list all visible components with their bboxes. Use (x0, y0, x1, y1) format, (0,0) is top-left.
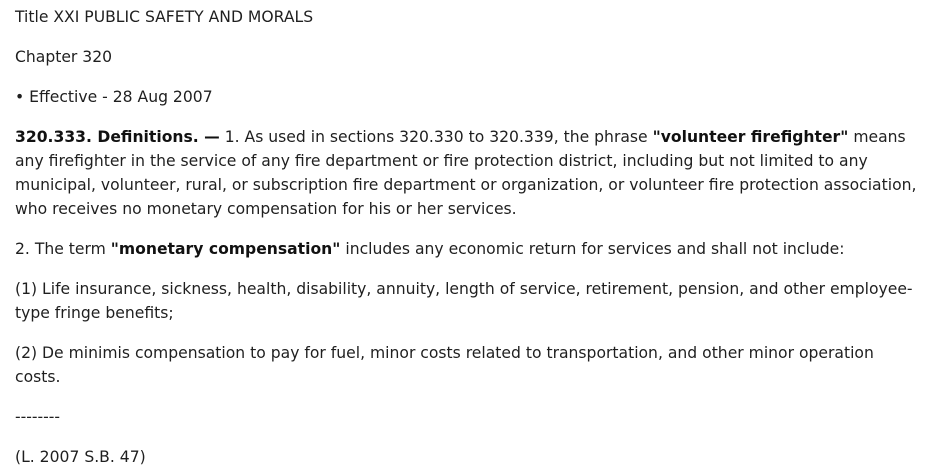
paragraph-2-part-2: includes any economic return for services and shall not include: (340, 240, 845, 258)
section-text-part-2: means any firefighter in the service of any fire department or fire protection district, including but not limited to any municipal, volunteer, rural, or subscription fire department or organization, or volunteer fire protection association, who receives no monetary compensation for his or her services. (15, 128, 917, 218)
title-line: Title XXI PUBLIC SAFETY AND MORALS (15, 8, 314, 26)
list-item-1: (1) Life insurance, sickness, health, disability, annuity, length of service, retirement, pension, and other employee-type fringe benefits; (15, 280, 913, 322)
paragraph-2-part-1: 2. The term (15, 240, 111, 258)
section-definitions-paragraph (15, 125, 924, 221)
defined-term-monetary-compensation: "monetary compensation" (110, 240, 341, 258)
section-text-part-1: 1. As used in sections 320.330 to 320.339, the phrase (219, 128, 653, 146)
separator-line: -------- (15, 408, 61, 426)
defined-term-volunteer-firefighter: "volunteer firefighter" (652, 128, 849, 146)
list-item-2: (2) De minimis compensation to pay for fuel, minor costs related to transportation, and other minor operation costs. (15, 344, 874, 386)
citation: (L. 2007 S.B. 47) (15, 448, 146, 466)
paragraph-2 (15, 237, 924, 261)
effective-date-line: • Effective - 28 Aug 2007 (15, 88, 213, 106)
chapter-line: Chapter 320 (15, 48, 113, 66)
section-heading: 320.333. Definitions. — (15, 128, 220, 146)
